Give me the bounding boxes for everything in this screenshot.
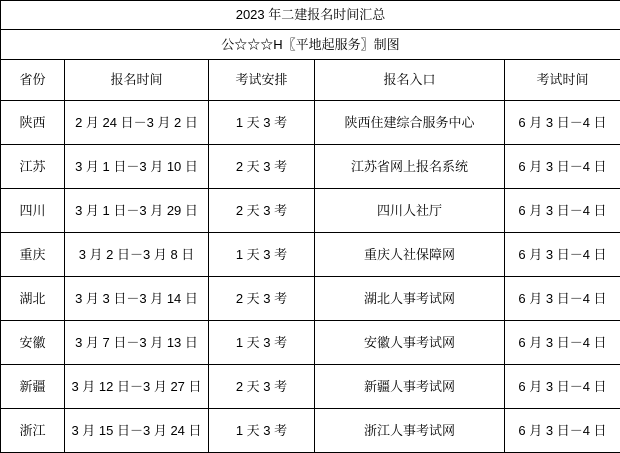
column-header-exam-time: 考试时间 <box>505 60 620 101</box>
cell-exam-arrangement: 2 天 3 考 <box>209 145 315 189</box>
cell-exam-arrangement: 2 天 3 考 <box>209 189 315 233</box>
column-header-signup-time: 报名时间 <box>65 60 209 101</box>
cell-province: 重庆 <box>1 233 65 277</box>
cell-signup-time: 3 月 3 日－3 月 14 日 <box>65 277 209 321</box>
table-row <box>1 101 620 145</box>
cell-province: 陕西 <box>1 101 65 145</box>
cell-province: 安徽 <box>1 321 65 365</box>
cell-exam-arrangement: 1 天 3 考 <box>209 409 315 453</box>
cell-entrance: 陕西住建综合服务中心 <box>315 101 505 145</box>
cell-exam-arrangement: 1 天 3 考 <box>209 233 315 277</box>
cell-entrance: 新疆人事考试网 <box>315 365 505 409</box>
cell-signup-time: 3 月 7 日－3 月 13 日 <box>65 321 209 365</box>
cell-province: 浙江 <box>1 409 65 453</box>
cell-province: 新疆 <box>1 365 65 409</box>
cell-exam-time: 6 月 3 日－4 日 <box>505 409 620 453</box>
table-row <box>1 409 620 453</box>
table-row <box>1 365 620 409</box>
cell-exam-arrangement: 1 天 3 考 <box>209 101 315 145</box>
cell-entrance: 浙江人事考试网 <box>315 409 505 453</box>
cell-exam-time: 6 月 3 日－4 日 <box>505 277 620 321</box>
table-row <box>1 321 620 365</box>
document-subtitle: 公☆☆☆H〖平地起服务〗制图 <box>1 30 620 60</box>
cell-exam-time: 6 月 3 日－4 日 <box>505 233 620 277</box>
cell-signup-time: 3 月 1 日－3 月 29 日 <box>65 189 209 233</box>
subtitle-row <box>1 30 620 60</box>
cell-signup-time: 3 月 1 日－3 月 10 日 <box>65 145 209 189</box>
table-header-row <box>1 60 620 101</box>
cell-signup-time: 3 月 15 日－3 月 24 日 <box>65 409 209 453</box>
table-row <box>1 277 620 321</box>
title-row <box>1 1 620 30</box>
cell-exam-time: 6 月 3 日－4 日 <box>505 145 620 189</box>
column-header-exam-arrangement: 考试安排 <box>209 60 315 101</box>
cell-signup-time: 3 月 12 日－3 月 27 日 <box>65 365 209 409</box>
column-header-province: 省份 <box>1 60 65 101</box>
cell-entrance: 安徽人事考试网 <box>315 321 505 365</box>
table-row <box>1 233 620 277</box>
cell-signup-time: 3 月 2 日－3 月 8 日 <box>65 233 209 277</box>
table-row <box>1 145 620 189</box>
cell-entrance: 四川人社厅 <box>315 189 505 233</box>
cell-province: 四川 <box>1 189 65 233</box>
cell-exam-time: 6 月 3 日－4 日 <box>505 321 620 365</box>
cell-entrance: 湖北人事考试网 <box>315 277 505 321</box>
cell-province: 江苏 <box>1 145 65 189</box>
cell-exam-arrangement: 2 天 3 考 <box>209 365 315 409</box>
cell-province: 湖北 <box>1 277 65 321</box>
cell-signup-time: 2 月 24 日－3 月 2 日 <box>65 101 209 145</box>
column-header-entrance: 报名入口 <box>315 60 505 101</box>
cell-exam-time: 6 月 3 日－4 日 <box>505 101 620 145</box>
cell-exam-time: 6 月 3 日－4 日 <box>505 189 620 233</box>
cell-exam-arrangement: 1 天 3 考 <box>209 321 315 365</box>
cell-exam-time: 6 月 3 日－4 日 <box>505 365 620 409</box>
cell-exam-arrangement: 2 天 3 考 <box>209 277 315 321</box>
cell-entrance: 江苏省网上报名系统 <box>315 145 505 189</box>
cell-entrance: 重庆人社保障网 <box>315 233 505 277</box>
document-title: 2023 年二建报名时间汇总 <box>1 1 620 30</box>
table-row <box>1 189 620 233</box>
